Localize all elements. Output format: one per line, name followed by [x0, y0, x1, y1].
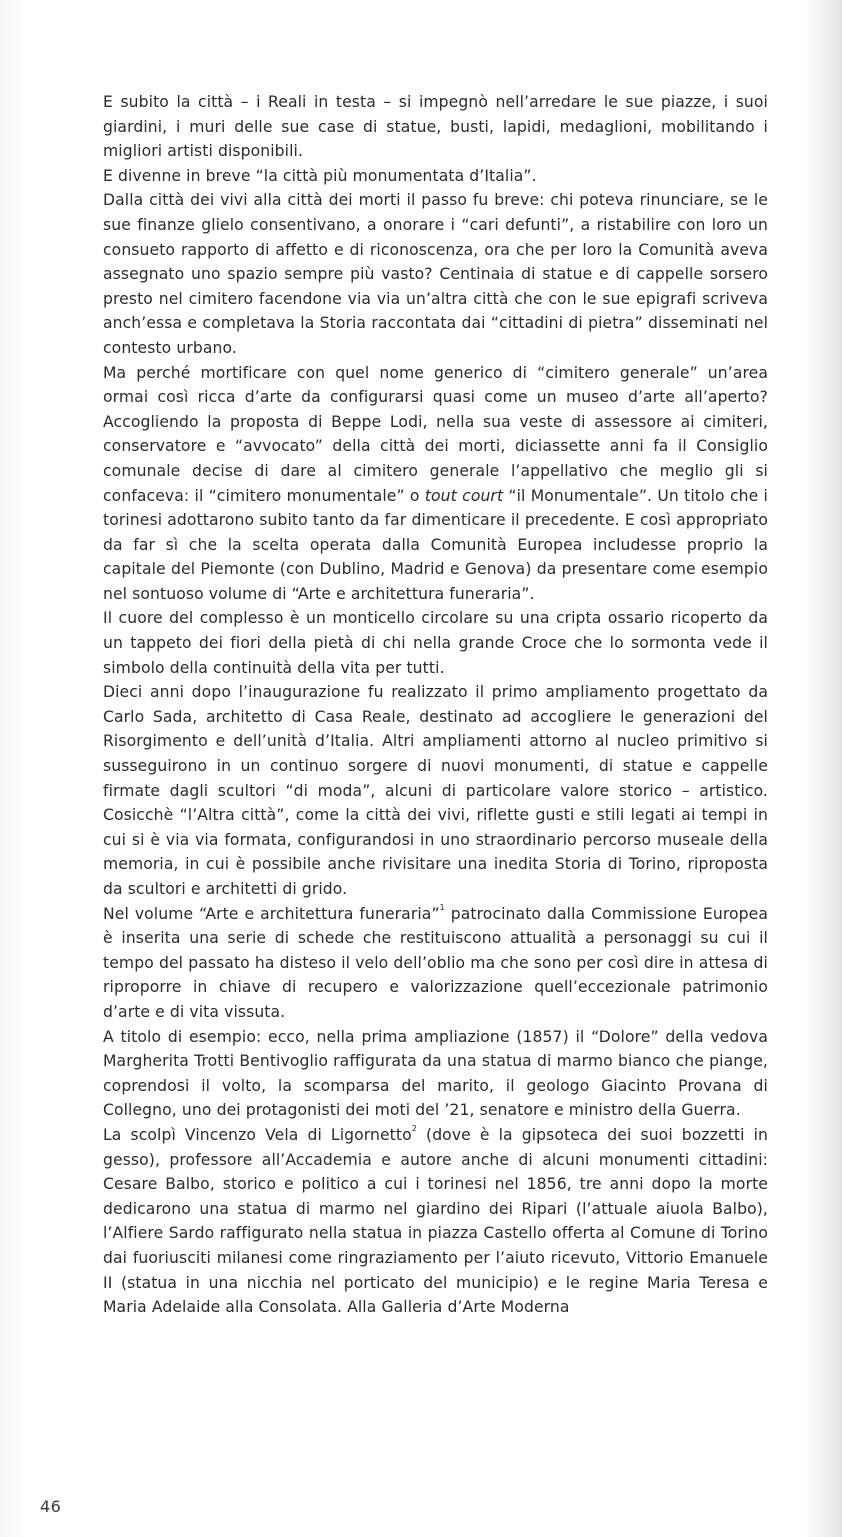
- paragraph: [103, 361, 768, 607]
- footnote-marker: 1: [439, 902, 445, 912]
- paragraph: [103, 902, 768, 1025]
- paragraph-text: “il Monumentale”. Un titolo che i torinesi adottarono subito tanto da far dimenticare il precedente. E così appropriato da far sì che la scelta operata dalla Comunità Europea includesse proprio la capitale del Piemonte (con Dublino, Madrid e Genova) da presentare come esempio nel sontuoso volume di “Arte e architettura funeraria”.: [103, 486, 768, 603]
- body-text: [103, 90, 768, 1320]
- italic-text: tout court: [424, 486, 504, 505]
- paragraph-text: La scolpì Vincenzo Vela di Ligornetto: [103, 1125, 412, 1144]
- page-number: 46: [40, 1497, 62, 1516]
- paragraph-text: (dove è la gipsoteca dei suoi bozzetti in gesso), professore all’Accademia e autore anche di alcuni monumenti cittadini: Cesare Balbo, storico e politico a cui i torinesi nel 1856, tre anni dopo la morte dedicarono una statua di marmo nel giardino dei Ripari (l’attuale aiuola Balbo), l’Alfiere Sardo raffigurato nella statua in piazza Castello offerta al Comune di Torino dai fuoriusciti milanesi come ringraziamento per l’aiuto ricevuto, Vittorio Emanuele II (statua in una nicchia nel porticato del municipio) e le regine Maria Teresa e Maria Adelaide alla Consolata. Alla Galleria d’Arte Moderna: [103, 1125, 769, 1317]
- paragraph-text: E subito la città – i Reali in testa – si impegnò nell’arredare le sue piazze, i suoi giardini, i muri delle sue case di statue, busti, lapidi, medaglioni, mobilitando i migliori artisti disponibili.: [103, 93, 768, 161]
- paragraph-text: patrocinato dalla Commissione Europea è inserita una serie di schede che restituiscono attualità a personaggi su cui il tempo del passato ha disteso il velo dell’oblio ma che sono per così dire in attesa di riproporre in chiave di recupero e valorizzazione quell’eccezionale patrimonio d’arte e di vita vissuta.: [103, 904, 768, 1021]
- paragraph: [103, 1123, 768, 1320]
- paragraph: [103, 90, 768, 164]
- paragraph: [103, 164, 768, 189]
- paragraph: [103, 188, 768, 360]
- paragraph-text: Il cuore del complesso è un monticello circolare su una cripta ossario ricoperto da un tappeto dei fiori della pietà di chi nella grande Croce che lo sormonta vede il simbolo della continuità della vita per tutti.: [103, 609, 768, 677]
- footnote-marker: 2: [411, 1123, 417, 1133]
- paragraph: [103, 680, 768, 901]
- paragraph: [103, 606, 768, 680]
- paragraph: [103, 1025, 768, 1123]
- paragraph-text: E divenne in breve “la città più monumentata d’Italia”.: [103, 166, 537, 185]
- paragraph-text: A titolo di esempio: ecco, nella prima ampliazione (1857) il “Dolore” della vedova Margherita Trotti Bentivoglio raffigurata da una statua di marmo bianco che piange, coprendosi il volto, la scomparsa del marito, il geologo Giacinto Provana di Collegno, uno dei protagonisti dei moti del ’21, senatore e ministro della Guerra.: [103, 1027, 768, 1120]
- paragraph-text: Dalla città dei vivi alla città dei morti il passo fu breve: chi poteva rinunciare, se le sue finanze glielo consentivano, a onorare i “cari defunti”, a ristabilire con loro un consueto rapporto di affetto e di riconoscenza, ora che per loro la Comunità aveva assegnato uno spazio sempre più vasto? Centinaia di statue e di cappelle sorsero presto nel cimitero facendone via via un’altra città che con le sue epigrafi scriveva anch’essa e completava la Storia raccontata dai “cittadini di pietra” disseminati nel contesto urbano.: [103, 191, 768, 357]
- paragraph-text: Nel volume “Arte e architettura funeraria”: [103, 904, 440, 923]
- paragraph-text: Ma perché mortificare con quel nome generico di “cimitero generale” un’area ormai così ricca d’arte da configurarsi quasi come un museo d’arte all’aperto? Accogliendo la proposta di Beppe Lodi, nella sua veste di assessore ai cimiteri, conservatore e “avvocato” della città dei morti, diciassette anni fa il Consiglio comunale decise di dare al cimitero generale l’appellativo che meglio gli si confaceva: il “cimitero monumentale” o: [103, 363, 768, 505]
- paragraph-text: Dieci anni dopo l’inaugurazione fu realizzato il primo ampliamento progettato da Carlo Sada, architetto di Casa Reale, destinato ad accogliere le generazioni del Risorgimento e dell’unità d’Italia. Altri ampliamenti attorno al nucleo primitivo si susseguirono in un continuo sorgere di nuovi monumenti, di statue e cappelle firmate dagli scultori “di moda”, alcuni di particolare valore storico – artistico. Cosicchè “l’Altra città”, come la città dei vivi, riflette gusti e stili legati ai tempi in cui si è via via formata, configurandosi in uno straordinario percorso museale della memoria, in cui è possibile anche rivisitare una inedita Storia di Torino, riproposta da scultori e architetti di grido.: [103, 683, 768, 898]
